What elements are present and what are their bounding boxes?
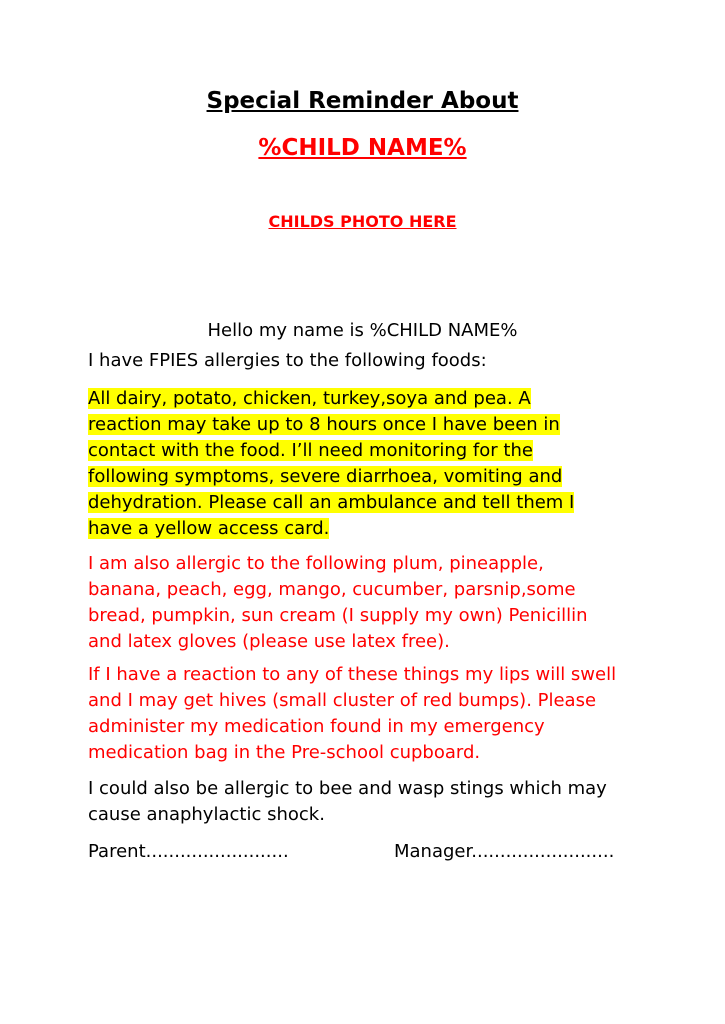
reaction-paragraph bbox=[88, 662, 648, 766]
intro-text: I have FPIES allergies to the following foods: bbox=[88, 350, 487, 371]
highlighted-line: contact with the food. I’ll need monitoring for the bbox=[88, 440, 533, 461]
fpies-warning-paragraph bbox=[88, 386, 648, 542]
stings-paragraph bbox=[88, 776, 648, 828]
highlighted-line: have a yellow access card. bbox=[88, 518, 330, 539]
child-name-placeholder: %CHILD NAME% bbox=[258, 135, 467, 161]
parent-signature-line: Parent......................... bbox=[88, 841, 289, 862]
paragraph-line: banana, peach, egg, mango, cucumber, parsnip,some bbox=[88, 579, 576, 600]
paragraph-line: and latex gloves (please use latex free). bbox=[88, 631, 450, 652]
document-title: Special Reminder About bbox=[206, 88, 519, 114]
highlighted-line: following symptoms, severe diarrhoea, vomiting and bbox=[88, 466, 563, 487]
paragraph-line: I am also allergic to the following plum, pineapple, bbox=[88, 553, 544, 574]
highlighted-line: All dairy, potato, chicken, turkey,soya and pea. A bbox=[88, 388, 531, 409]
photo-placeholder: CHILDS PHOTO HERE bbox=[268, 212, 457, 231]
manager-signature-line: Manager......................... bbox=[394, 841, 615, 862]
paragraph-line: administer my medication found in my emergency bbox=[88, 716, 545, 737]
paragraph-line: and I may get hives (small cluster of red bumps). Please bbox=[88, 690, 597, 711]
highlighted-line: reaction may take up to 8 hours once I have been in bbox=[88, 414, 560, 435]
paragraph-line: cause anaphylactic shock. bbox=[88, 804, 325, 825]
paragraph-line: bread, pumpkin, sun cream (I supply my own) Penicillin bbox=[88, 605, 588, 626]
greeting: Hello my name is %CHILD NAME% bbox=[207, 320, 518, 341]
paragraph-line: medication bag in the Pre-school cupboard. bbox=[88, 742, 481, 763]
highlighted-line: dehydration. Please call an ambulance and tell them I bbox=[88, 492, 575, 513]
paragraph-line: I could also be allergic to bee and wasp stings which may bbox=[88, 778, 607, 799]
paragraph-line: If I have a reaction to any of these things my lips will swell bbox=[88, 664, 617, 685]
other-allergies-paragraph bbox=[88, 551, 648, 655]
